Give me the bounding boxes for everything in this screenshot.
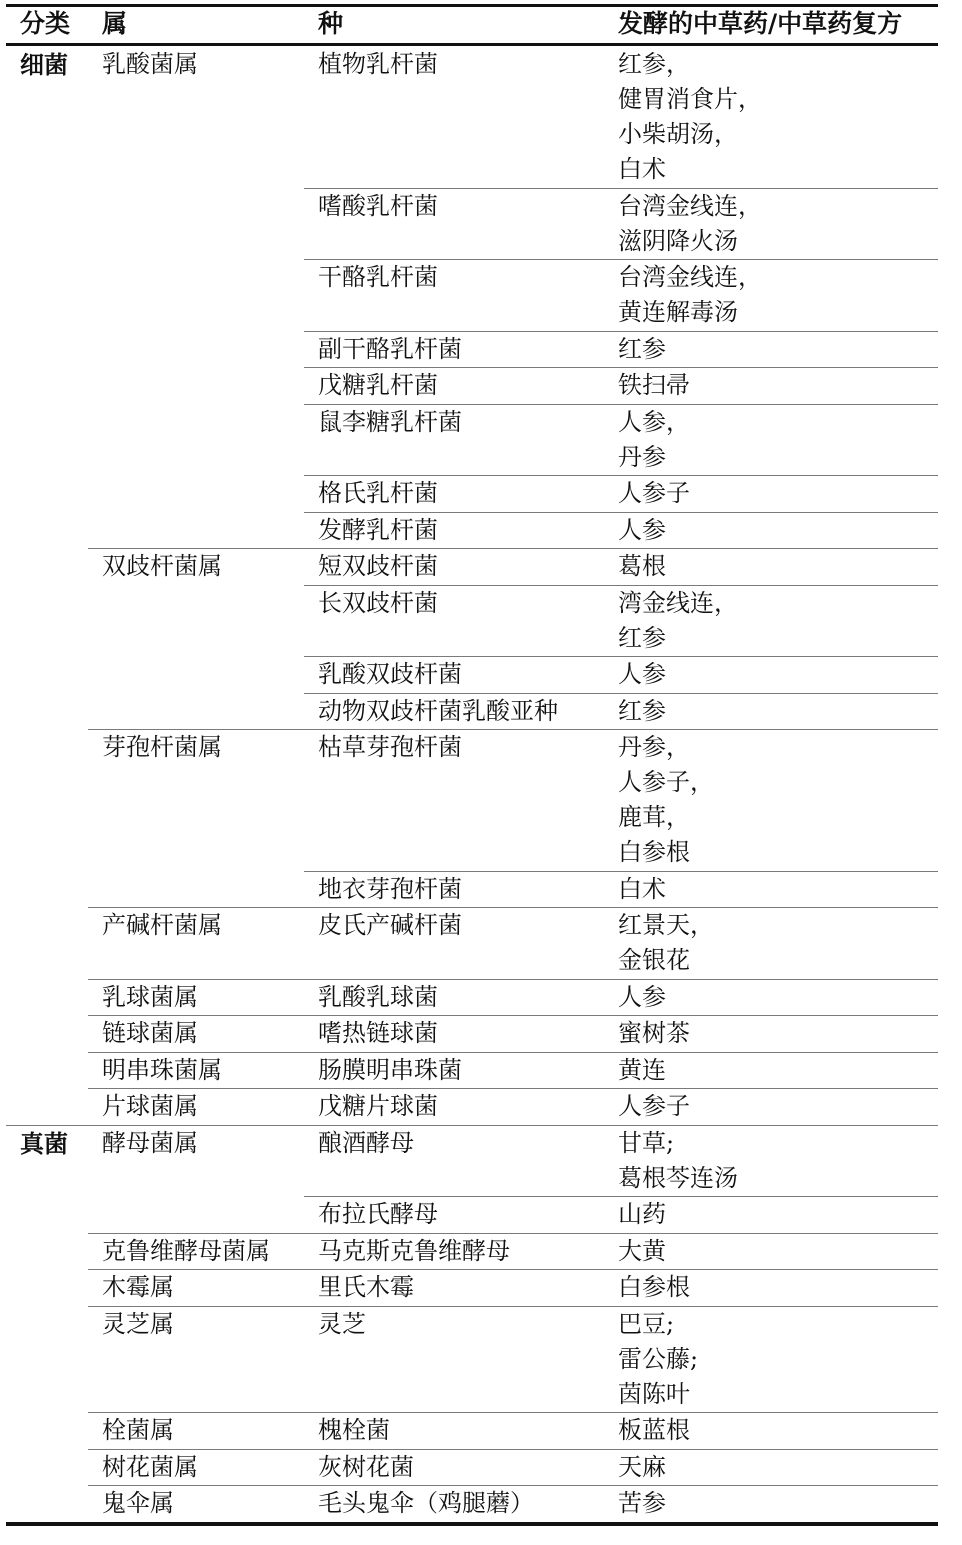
- herb-cell: 铁扫帚: [618, 371, 690, 399]
- species-cell: 格氏乳杆菌: [318, 479, 438, 507]
- herb-cell: 巴豆;: [618, 1309, 675, 1338]
- genus-cell: 双歧杆菌属: [102, 552, 222, 580]
- header-category: 分类: [20, 9, 71, 38]
- species-cell: 副干酪乳杆菌: [318, 334, 462, 363]
- genus-cell: 产碱杆菌属: [102, 911, 222, 939]
- herb-cell: 红参: [618, 334, 666, 363]
- herb-cell: 小柴胡汤，: [618, 120, 738, 148]
- herb-cell: 板蓝根: [618, 1416, 690, 1444]
- herb-cell: 台湾金线连，: [618, 263, 762, 291]
- species-cell: 长双歧杆菌: [318, 588, 438, 617]
- herb-cell: 金银花: [618, 946, 690, 974]
- species-cell: 嗜热链球菌: [318, 1019, 438, 1047]
- bottom-rule: [6, 1522, 938, 1526]
- herb-cell: 人参: [618, 982, 666, 1011]
- species-cell: 短双歧杆菌: [318, 552, 438, 580]
- herb-cell: 葛根: [618, 552, 666, 580]
- species-cell: 动物双歧杆菌乳酸亚种: [318, 696, 558, 725]
- herb-cell: 蜜树茶: [618, 1019, 690, 1047]
- row-separator: [88, 1449, 938, 1450]
- genus-cell: 克鲁维酵母菌属: [102, 1236, 270, 1265]
- header-genus: 属: [102, 9, 128, 38]
- species-cell: 戊糖乳杆菌: [318, 371, 438, 399]
- header-herbs: 发酵的中草药/中草药复方: [618, 9, 903, 38]
- herb-cell: 山药: [618, 1200, 666, 1228]
- row-separator: [88, 1015, 938, 1016]
- herb-cell: 红参: [618, 696, 666, 725]
- row-separator: [88, 1306, 938, 1307]
- herb-cell: 红景天，: [618, 911, 714, 939]
- species-cell: 枯草芽孢杆菌: [318, 733, 462, 761]
- herb-cell: 红参: [618, 623, 666, 652]
- herb-cell: 丹参，: [618, 733, 690, 761]
- herb-cell: 白参根: [618, 1273, 690, 1301]
- herb-cell: 雷公藤;: [618, 1344, 699, 1373]
- genus-cell: 树花菌属: [102, 1452, 198, 1481]
- species-cell: 地衣芽孢杆菌: [318, 874, 462, 903]
- herb-cell: 天麻: [618, 1452, 666, 1481]
- species-cell: 毛头鬼伞（鸡腿蘑）: [318, 1489, 534, 1517]
- species-cell: 植物乳杆菌: [318, 50, 438, 78]
- genus-cell: 片球菌属: [102, 1092, 198, 1120]
- herb-cell: 台湾金线连，: [618, 191, 762, 220]
- herb-cell: 白术: [618, 874, 666, 903]
- genus-cell: 木霉属: [102, 1273, 174, 1301]
- header-species: 种: [318, 9, 344, 38]
- herb-cell: 健胃消食片，: [618, 85, 762, 113]
- genus-cell: 乳酸菌属: [102, 50, 198, 78]
- species-cell: 发酵乳杆菌: [318, 515, 438, 544]
- herb-cell: 人参子: [618, 479, 690, 507]
- herb-cell: 鹿茸，: [618, 803, 690, 831]
- species-cell: 戊糖片球菌: [318, 1092, 438, 1120]
- herb-cell: 人参子，: [618, 768, 714, 796]
- species-cell: 嗜酸乳杆菌: [318, 191, 438, 220]
- species-cell: 鼠李糖乳杆菌: [318, 407, 462, 436]
- species-cell: 里氏木霉: [318, 1273, 414, 1301]
- herb-cell: 人参子: [618, 1092, 690, 1120]
- row-separator: [88, 1088, 938, 1089]
- herb-cell: 茵陈叶: [618, 1379, 690, 1408]
- herb-cell: 葛根芩连汤: [618, 1163, 738, 1192]
- species-cell: 槐栓菌: [318, 1416, 390, 1444]
- species-cell: 干酪乳杆菌: [318, 263, 438, 291]
- herb-cell: 黄连: [618, 1055, 666, 1084]
- row-separator: [88, 979, 938, 980]
- herb-cell: 大黄: [618, 1236, 666, 1265]
- species-cell: 布拉氏酵母: [318, 1200, 438, 1228]
- species-cell: 乳酸双歧杆菌: [318, 660, 462, 688]
- species-cell: 马克斯克鲁维酵母: [318, 1236, 510, 1265]
- genus-cell: 明串珠菌属: [102, 1055, 222, 1084]
- header-rule: [6, 43, 938, 46]
- herb-cell: 滋阴降火汤: [618, 226, 738, 255]
- herb-cell: 红参，: [618, 50, 690, 78]
- herb-cell: 白参根: [618, 838, 690, 866]
- herb-cell: 丹参: [618, 442, 666, 471]
- genus-cell: 芽孢杆菌属: [102, 733, 222, 761]
- herb-cell: 人参: [618, 515, 666, 544]
- category-cell: 真菌: [20, 1128, 68, 1158]
- herb-cell: 人参，: [618, 407, 690, 436]
- category-cell: 细菌: [20, 50, 68, 79]
- herb-cell: 白术: [618, 155, 666, 183]
- genus-cell: 乳球菌属: [102, 982, 198, 1011]
- herb-cell: 甘草;: [618, 1128, 675, 1157]
- herb-cell: 黄连解毒汤: [618, 298, 738, 326]
- genus-cell: 链球菌属: [102, 1019, 198, 1047]
- species-cell: 酿酒酵母: [318, 1128, 414, 1157]
- genus-cell: 栓菌属: [102, 1416, 174, 1444]
- genus-cell: 酵母菌属: [102, 1128, 198, 1157]
- species-cell: 乳酸乳球菌: [318, 982, 438, 1011]
- species-cell: 肠膜明串珠菌: [318, 1055, 462, 1084]
- species-cell: 灰树花菌: [318, 1452, 414, 1481]
- herb-cell: 湾金线连，: [618, 588, 738, 617]
- species-cell: 皮氏产碱杆菌: [318, 911, 462, 939]
- row-separator: [88, 1269, 938, 1270]
- species-cell: 灵芝: [318, 1309, 366, 1338]
- herb-cell: 苦参: [618, 1489, 666, 1517]
- herb-cell: 人参: [618, 660, 666, 688]
- genus-cell: 鬼伞属: [102, 1489, 174, 1517]
- row-separator: [88, 1412, 938, 1413]
- genus-cell: 灵芝属: [102, 1309, 174, 1338]
